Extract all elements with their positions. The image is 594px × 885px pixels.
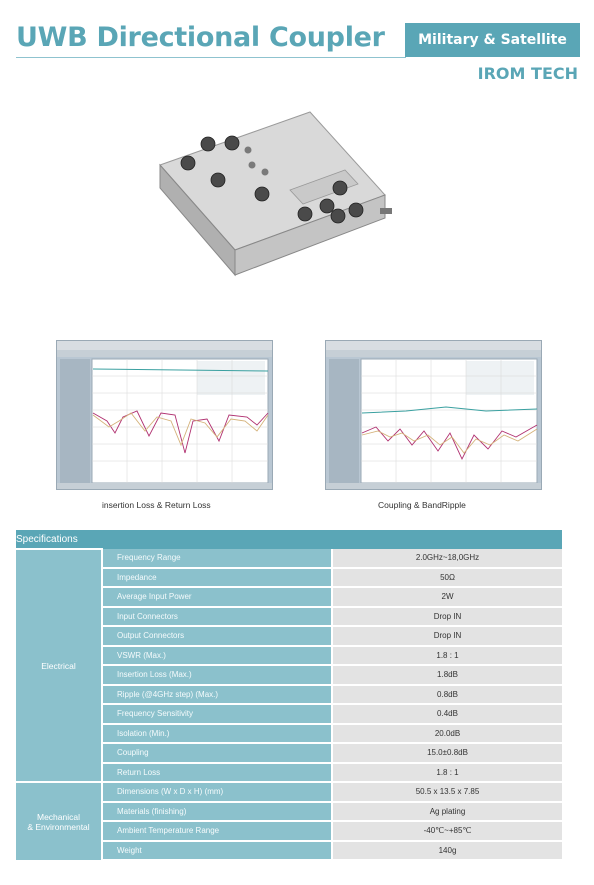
param-value: 1.8 : 1 (332, 763, 562, 783)
param-label: VSWR (Max.) (102, 646, 332, 666)
param-value: 50.5 x 13.5 x 7.85 (332, 782, 562, 802)
param-value: 20.0dB (332, 724, 562, 744)
param-value: 1.8 : 1 (332, 646, 562, 666)
param-label: Isolation (Min.) (102, 724, 332, 744)
coupling-caption: Coupling & BandRipple (378, 500, 466, 510)
insertion-loss-caption: insertion Loss & Return Loss (102, 500, 211, 510)
table-row (16, 549, 562, 568)
brand-name: IROM TECH (477, 64, 578, 83)
insertion-loss-screenshot (56, 340, 273, 490)
param-value: 2.0GHz~18,0GHz (332, 549, 562, 568)
specifications-header-row (16, 530, 562, 549)
param-label: Insertion Loss (Max.) (102, 665, 332, 685)
table-row (16, 782, 562, 802)
param-label: Coupling (102, 743, 332, 763)
param-value: 0.8dB (332, 685, 562, 705)
product-photo (140, 90, 400, 290)
param-value: Drop IN (332, 607, 562, 627)
param-label: Frequency Sensitivity (102, 704, 332, 724)
param-label: Dimensions (W x D x H) (mm) (102, 782, 332, 802)
param-value: 50Ω (332, 568, 562, 588)
param-value: 0.4dB (332, 704, 562, 724)
param-label: Weight (102, 841, 332, 861)
specifications-heading: Specifications (16, 530, 562, 549)
param-value: Ag plating (332, 802, 562, 822)
param-value: 15.0±0.8dB (332, 743, 562, 763)
param-label: Ambient Temperature Range (102, 821, 332, 841)
param-value: -40℃~+85℃ (332, 821, 562, 841)
param-label: Return Loss (102, 763, 332, 783)
param-label: Materials (finishing) (102, 802, 332, 822)
param-label: Ripple (@4GHz step) (Max.) (102, 685, 332, 705)
param-label: Impedance (102, 568, 332, 588)
group-electrical: Electrical (16, 549, 102, 782)
coupling-screenshot (325, 340, 542, 490)
category-badge: Military & Satellite (405, 23, 580, 57)
param-value: Drop IN (332, 626, 562, 646)
param-value: 1.8dB (332, 665, 562, 685)
param-label: Frequency Range (102, 549, 332, 568)
param-value: 2W (332, 587, 562, 607)
group-mechanical-line2: & Environmental (27, 821, 90, 832)
param-label: Input Connectors (102, 607, 332, 627)
param-value: 140g (332, 841, 562, 861)
specifications-table (16, 530, 562, 861)
title-underline (16, 57, 406, 58)
param-label: Average Input Power (102, 587, 332, 607)
param-label: Output Connectors (102, 626, 332, 646)
group-mechanical-line1: Mechanical (37, 811, 80, 822)
group-mechanical (16, 782, 102, 860)
page-title: UWB Directional Coupler (16, 22, 385, 53)
